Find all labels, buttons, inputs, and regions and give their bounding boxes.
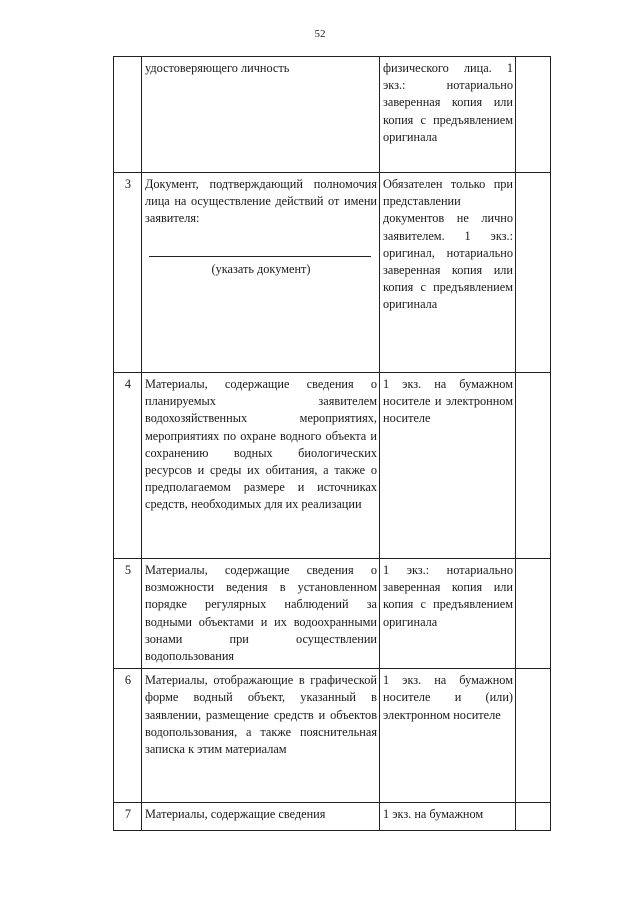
table-row [114,57,551,173]
note-cell [516,173,551,373]
requirement-cell: 1 экз. на бумажном носителе и (или) электронном носителе [380,669,516,803]
document-text: Документ, подтверждающий полномочия лица на осуществление действий от имени заявителя: [145,177,377,226]
row-number: 6 [114,669,142,803]
note-cell [516,559,551,669]
document-cell: Материалы, содержащие сведения [142,803,380,831]
row-number: 7 [114,803,142,831]
requirement-cell: Обязателен только при представлении документов не лично заявителем. 1 экз.: оригинал, нотариально заверенная копия или копия с предъявлением оригинала [380,173,516,373]
documents-table [113,56,551,831]
table-row [114,559,551,669]
table-row [114,373,551,559]
row-number [114,57,142,173]
row-number: 4 [114,373,142,559]
document-cell: удостоверяющего личность [142,57,380,173]
table-row [114,173,551,373]
row-number: 5 [114,559,142,669]
row-number: 3 [114,173,142,373]
table-row [114,803,551,831]
requirement-cell: 1 экз. на бумажном [380,803,516,831]
document-cell: Материалы, содержащие сведения о возможности ведения в установленном порядке регулярных наблюдений за водными объектами и их водоохранными зонами при осуществлении водопользования [142,559,380,669]
requirement-cell: физического лица. 1 экз.: нотариально заверенная копия или копия с предъявлением оригинала [380,57,516,173]
note-cell [516,669,551,803]
document-cell: Материалы, отображающие в графической форме водный объект, указанный в заявлении, размещение средств и объектов водопользования, а также пояснительная записка к этим материалам [142,669,380,803]
note-cell [516,373,551,559]
document-cell: Материалы, содержащие сведения о планируемых заявителем водохозяйственных мероприятиях, мероприятиях по охране водного объекта и сохранению водных биологических ресурсов и среды их обитания, а также о предполагаемом размере и источниках средств, необходимых для их реализации [142,373,380,559]
note-cell [516,803,551,831]
signature-line [149,242,371,257]
requirement-cell: 1 экз. на бумажном носителе и электронном носителе [380,373,516,559]
table-row [114,669,551,803]
document-cell [142,173,380,373]
note-cell [516,57,551,173]
document-caption: (указать документ) [211,261,311,276]
requirement-cell: 1 экз.: нотариально заверенная копия или копия с предъявлением оригинала [380,559,516,669]
page-number: 52 [314,28,326,40]
